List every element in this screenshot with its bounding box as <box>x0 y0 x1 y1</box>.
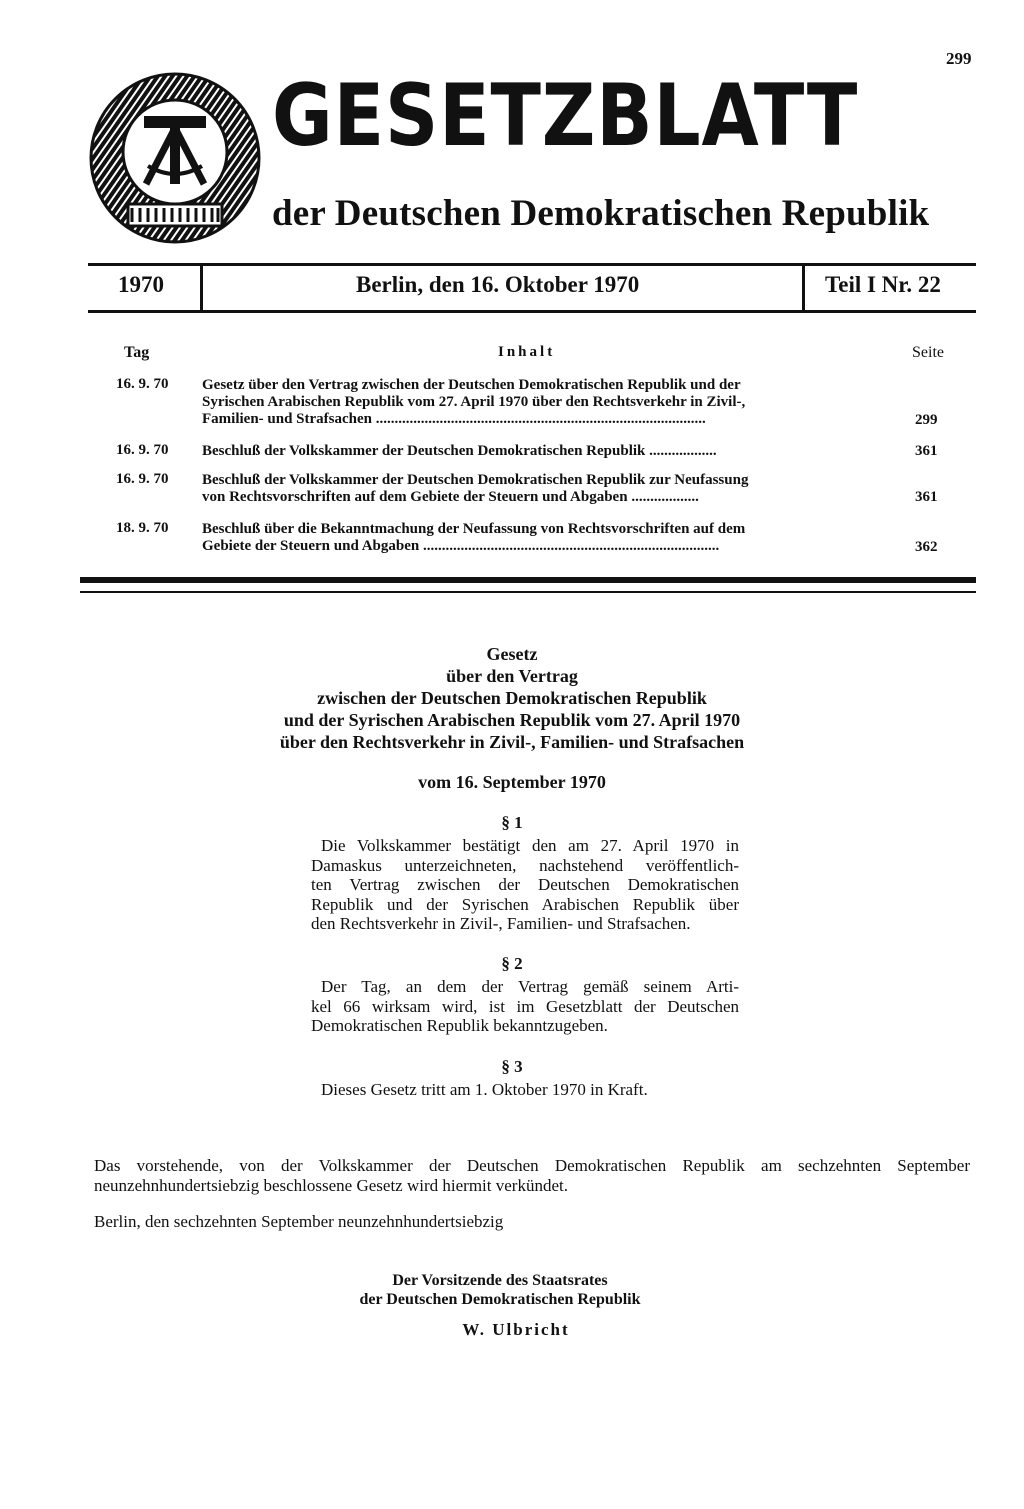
issue-bar-divider <box>200 263 203 313</box>
entry-line: Familien- und Strafsachen ........................................................................................ <box>202 411 706 427</box>
paragraph-line: neunzehnhundertsiebzig beschlossene Gesetz wird hiermit verkündet. <box>94 1176 568 1195</box>
entry-title <box>202 472 868 506</box>
entry-line: Gesetz über den Vertrag zwischen der Deutschen Demokratischen Republik und der <box>202 377 741 393</box>
signatory-office: Der Vorsitzende des Staatsrates <box>392 1272 608 1289</box>
entry-line: Gebiete der Steuern und Abgaben ............................................................................... <box>202 538 720 554</box>
entry-title <box>202 443 868 460</box>
paragraph-line: Die Volkskammer bestätigt den am 27. April 1970 in <box>321 836 739 855</box>
paragraph-line: den Rechtsverkehr in Zivil-, Familien- und Strafsachen. <box>311 914 691 934</box>
entry-title <box>202 377 868 428</box>
paragraph-line: Damaskus unterzeichneten, nachstehend veröffentlich- <box>311 855 739 875</box>
section-label: § 2 <box>501 954 523 973</box>
promulgation-place-date: Berlin, den sechzehnten September neunzehnhundertsiebzig <box>94 1212 504 1231</box>
page-number: 299 <box>946 49 972 68</box>
entry-line: von Rechtsvorschriften auf dem Gebiete der Steuern und Abgaben .................. <box>202 489 699 505</box>
entry-line: Syrischen Arabischen Republik vom 27. April 1970 über den Rechtsverkehr in Zivil-, <box>202 394 746 410</box>
paragraph-line: Der Tag, an dem der Vertrag gemäß seinem Arti- <box>321 977 739 996</box>
entry-date: 16. 9. 70 <box>116 442 169 458</box>
law-title-line: Gesetz <box>486 644 538 664</box>
issue-bar-top-rule <box>88 263 976 266</box>
section-paragraph <box>311 836 739 934</box>
paragraph-line: Das vorstehende, von der Volkskammer der Deutschen Demokratischen Republik am sechzehnten September <box>94 1156 970 1175</box>
entry-line: Beschluß der Volkskammer der Deutschen Demokratischen Republik zur Neufassung <box>202 472 749 488</box>
contents-bottom-thin-rule <box>80 591 976 593</box>
entry-page: 361 <box>915 443 938 459</box>
section-paragraph <box>311 977 739 1036</box>
paragraph-line: kel 66 wirksam wird, ist im Gesetzblatt der Deutschen <box>311 996 739 1016</box>
issue-place-date: Berlin, den 16. Oktober 1970 <box>356 272 640 297</box>
law-title-line: über den Rechtsverkehr in Zivil-, Familien- und Strafsachen <box>279 732 745 752</box>
issue-year: 1970 <box>118 272 164 297</box>
promulgation-paragraph <box>94 1156 970 1196</box>
entry-line: Beschluß der Volkskammer der Deutschen Demokratischen Republik .................. <box>202 443 717 459</box>
entry-title <box>202 521 868 555</box>
contents-date-heading: Tag <box>124 344 150 361</box>
entry-date: 16. 9. 70 <box>116 376 169 392</box>
section-label: § 1 <box>501 813 523 832</box>
law-title-line: zwischen der Deutschen Demokratischen Republik <box>317 688 707 708</box>
issue-bar-bottom-rule <box>88 310 976 313</box>
paragraph-line: Demokratischen Republik bekanntzugeben. <box>311 1016 608 1036</box>
entry-page: 362 <box>915 539 938 555</box>
paragraph-line: Dieses Gesetz tritt am 1. Oktober 1970 in Kraft. <box>321 1080 648 1099</box>
paragraph-line: Republik und der Syrischen Arabischen Republik über <box>311 894 739 914</box>
issue-part-number: Teil I Nr. 22 <box>825 272 941 297</box>
entry-page: 299 <box>915 412 938 428</box>
section-paragraph <box>311 1080 739 1100</box>
masthead-subtitle: der Deutschen Demokratischen Republik <box>272 193 930 234</box>
entry-date: 18. 9. 70 <box>116 520 169 536</box>
law-title-line: über den Vertrag <box>446 666 578 686</box>
law-date-line: vom 16. September 1970 <box>418 772 606 792</box>
state-emblem-icon <box>84 70 266 252</box>
paragraph-line: ten Vertrag zwischen der Deutschen Demokratischen <box>311 875 739 895</box>
signatory-office: der Deutschen Demokratischen Republik <box>359 1291 641 1308</box>
contents-title-heading: Inhalt <box>498 344 556 360</box>
law-title-line: und der Syrischen Arabischen Republik vom 27. April 1970 <box>283 710 741 730</box>
entry-date: 16. 9. 70 <box>116 471 169 487</box>
contents-page-heading: Seite <box>912 344 944 361</box>
contents-bottom-thick-rule <box>80 577 976 583</box>
entry-line: Beschluß über die Bekanntmachung der Neufassung von Rechtsvorschriften auf dem <box>202 521 746 537</box>
entry-page: 361 <box>915 489 938 505</box>
issue-bar-divider <box>802 263 805 313</box>
masthead-title: GESETZBLATT <box>272 66 859 166</box>
section-label: § 3 <box>501 1057 523 1076</box>
signatory-name: W. Ulbricht <box>462 1320 570 1339</box>
